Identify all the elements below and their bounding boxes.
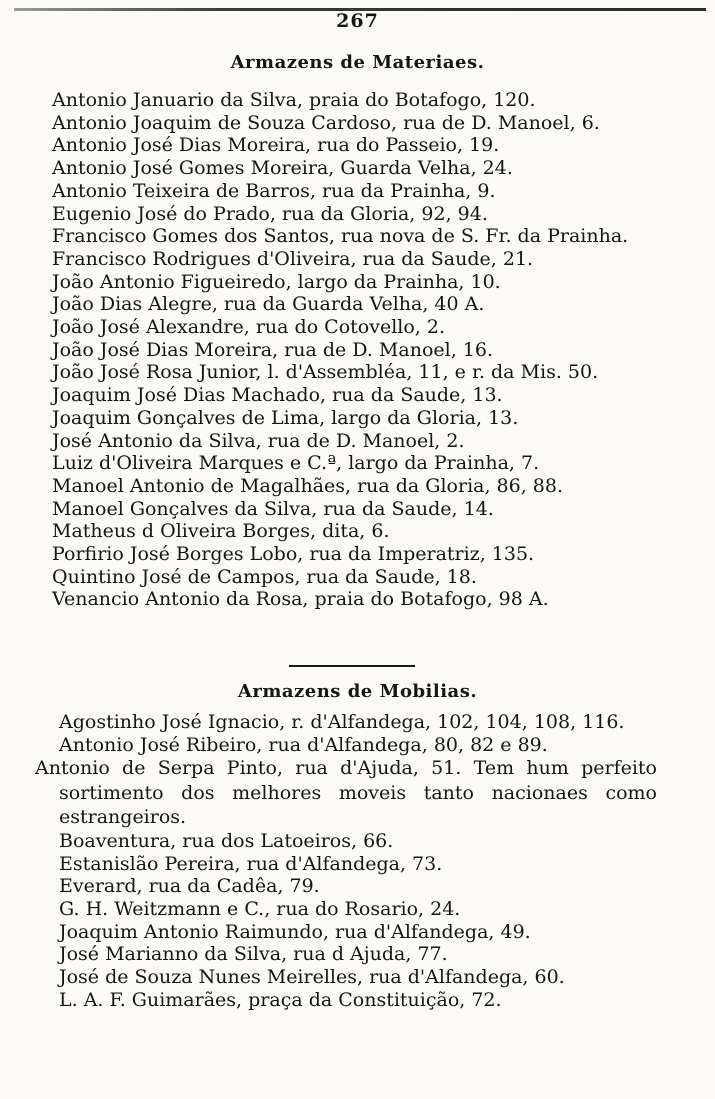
list-item: Matheus d Oliveira Borges, dita, 6. — [52, 520, 390, 543]
page-number: 267 — [336, 10, 379, 32]
list-item: Porfirio José Borges Lobo, rua da Imperatriz, 135. — [52, 543, 535, 566]
section-title-mobilias: Armazens de Mobilias. — [237, 681, 478, 702]
list-item: João Antonio Figueiredo, largo da Prainha, 10. — [52, 270, 501, 293]
list-item: José Antonio da Silva, rua de D. Manoel, 2. — [52, 429, 465, 452]
list-item: João Dias Alegre, rua da Guarda Velha, 40 A. — [52, 293, 485, 316]
list-item: Everard, rua da Cadêa, 79. — [59, 875, 320, 898]
list-materiaes — [0, 89, 715, 611]
list-item: João José Dias Moreira, rua de D. Manoel, 16. — [52, 338, 494, 361]
list-item: João José Alexandre, rua do Cotovello, 2. — [52, 316, 445, 339]
list-item: José Marianno da Silva, rua d Ajuda, 77. — [59, 943, 448, 966]
list-item: Antonio Januario da Silva, praia do Botafogo, 120. — [52, 89, 536, 111]
list-item: Joaquim Antonio Raimundo, rua d'Alfandega, 49. — [59, 920, 531, 943]
list-item: Antonio de Serpa Pinto, rua d'Ajuda, 51. Tem hum perfeito sortimento dos melhores moveis tanto nacionaes como estrangeiros. — [35, 757, 657, 829]
list-item: G. H. Weitzmann e C., rua do Rosario, 24. — [59, 898, 461, 921]
list-mobilias — [0, 711, 715, 1012]
list-item: Estanislão Pereira, rua d'Alfandega, 73. — [59, 852, 443, 875]
list-item: Antonio José Gomes Moreira, Guarda Velha, 24. — [52, 157, 513, 180]
list-item: Manoel Antonio de Magalhães, rua da Gloria, 86, 88. — [52, 474, 564, 497]
list-item: José de Souza Nunes Meirelles, rua d'Alfandega, 60. — [59, 966, 565, 989]
list-item: Antonio Teixeira de Barros, rua da Prainha, 9. — [52, 179, 496, 202]
list-item: Manoel Gonçalves da Silva, rua da Saude, 14. — [52, 497, 494, 520]
list-item: Joaquim José Dias Machado, rua da Saude, 13. — [52, 384, 503, 407]
list-item: L. A. F. Guimarães, praça da Constituição, 72. — [59, 988, 502, 1011]
list-item: João José Rosa Junior, l. d'Assembléa, 11, e r. da Mis. 50. — [52, 361, 599, 384]
list-item: Antonio José Dias Moreira, rua do Passeio, 19. — [52, 134, 500, 157]
list-item: Eugenio José do Prado, rua da Gloria, 92, 94. — [52, 202, 488, 225]
list-item: Joaquim Gonçalves de Lima, largo da Gloria, 13. — [52, 406, 519, 429]
list-item: Antonio Joaquim de Souza Cardoso, rua de D. Manoel, 6. — [52, 111, 600, 134]
list-item: Antonio José Ribeiro, rua d'Alfandega, 80, 82 e 89. — [59, 733, 548, 756]
list-item: Luiz d'Oliveira Marques e C.ª, largo da Prainha, 7. — [52, 452, 540, 475]
list-item: Agostinho José Ignacio, r. d'Alfandega, 102, 104, 108, 116. — [59, 711, 625, 733]
section-divider — [289, 665, 415, 667]
list-item: Venancio Antonio da Rosa, praia do Botafogo, 98 A. — [52, 588, 549, 611]
list-item: Francisco Rodrigues d'Oliveira, rua da Saude, 21. — [52, 247, 534, 270]
list-item: Boaventura, rua dos Latoeiros, 66. — [59, 829, 394, 852]
section-title-materiaes: Armazens de Materiaes. — [230, 52, 485, 73]
list-item: Francisco Gomes dos Santos, rua nova de S. Fr. da Prainha. — [52, 225, 629, 248]
list-item: Quintino José de Campos, rua da Saude, 18. — [52, 565, 477, 588]
